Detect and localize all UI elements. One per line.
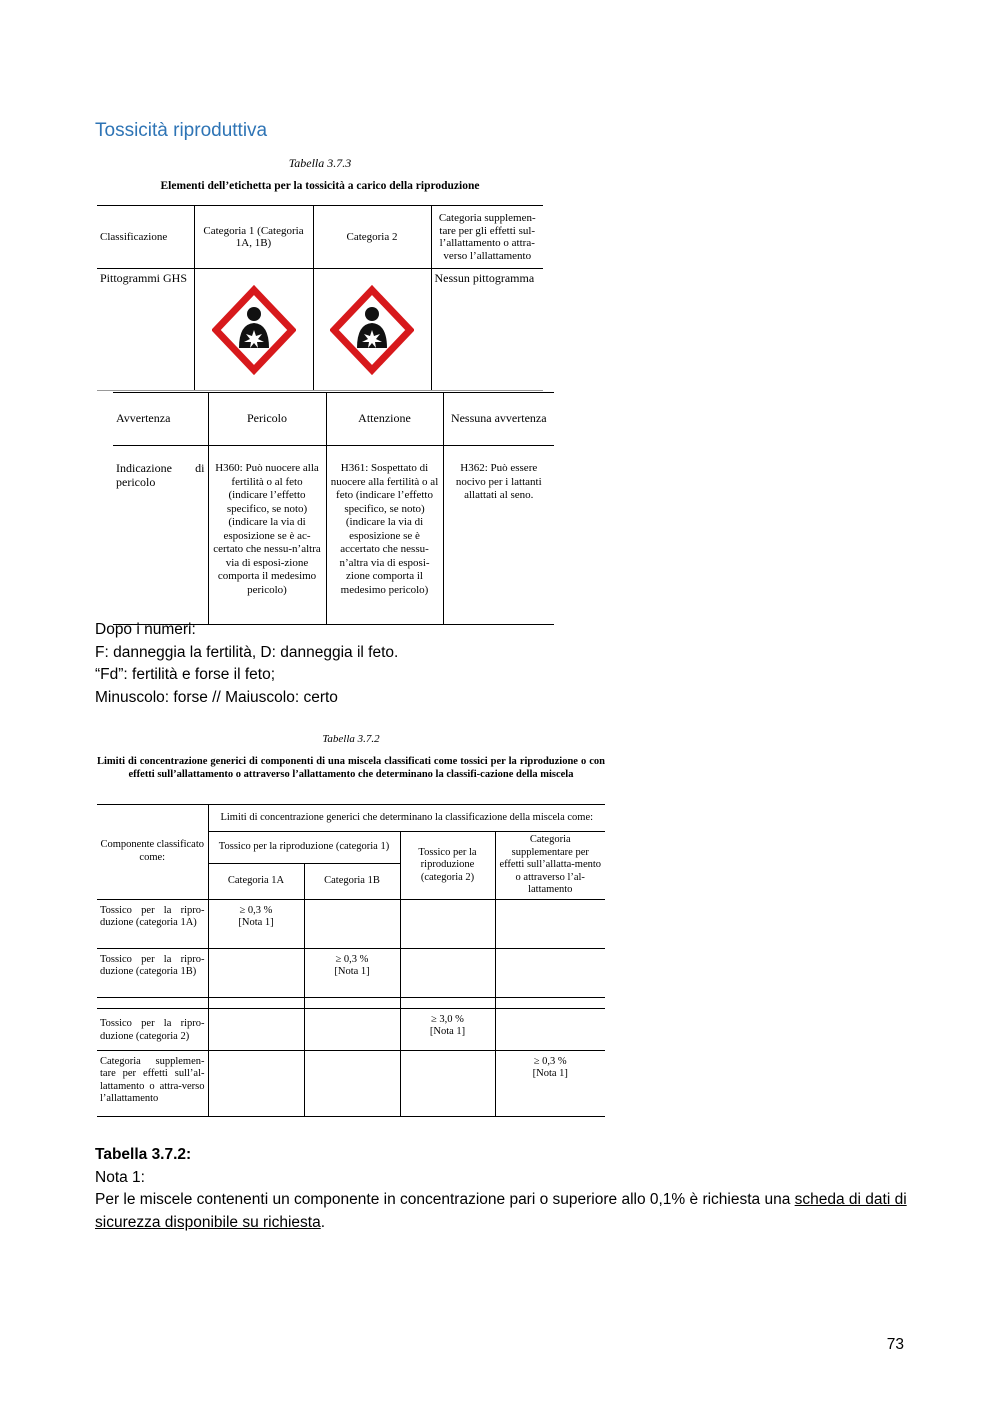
empty-cell <box>400 948 495 997</box>
section-heading: Tossicità riproduttiva <box>95 120 268 141</box>
label-elements-table <box>97 205 543 391</box>
row-label-indicazione: Indicazione di pericolo <box>113 446 208 625</box>
header-tossico-cat2: Tossico per la riproduzione (categoria 2) <box>400 832 495 900</box>
empty-cell <box>208 948 304 997</box>
limit-nota: [Nota 1] <box>238 917 274 928</box>
note-line: “Fd”: fertilità e forse il feto; <box>95 666 276 683</box>
limit-nota: [Nota 1] <box>532 1068 568 1079</box>
table-caption: Tabella 3.7.2 <box>322 733 380 745</box>
row-label: Tossico per la ripro-duzione (categoria 1B) <box>97 948 208 997</box>
header-limiti: Limiti di concentrazione generici che determinano la classificazione della miscela come: <box>208 805 605 832</box>
footnote-block <box>95 1144 907 1234</box>
limit-value: ≥ 0,3 % <box>533 1055 567 1067</box>
header-tossico-cat1: Tossico per la riproduzione (categoria 1) <box>208 832 400 864</box>
limit-value: ≥ 0,3 % <box>239 904 273 916</box>
header-suppl: Categoria supplementare per effetti sull’allatta-mento o attraverso l’al-lattamento <box>495 832 605 900</box>
limit-cell <box>400 1008 495 1050</box>
footnote-text-after: . <box>320 1213 326 1231</box>
empty-cell <box>400 1050 495 1116</box>
hazard-h362: H362: Può essere nocivo per i lattanti allattati al seno. <box>443 446 554 625</box>
empty-cell <box>208 1050 304 1116</box>
header-classificazione: Classificazione <box>97 206 194 269</box>
header-categoria-supplementare: Categoria supplemen-tare per gli effetti sul-l’allattamento o attra-verso l’allattamento <box>431 206 543 269</box>
hazard-statements-table <box>113 392 554 625</box>
empty-cell <box>304 899 400 948</box>
limit-cell <box>304 948 400 997</box>
ghs-health-hazard-icon <box>212 284 296 376</box>
note-line: F: danneggia la fertilità, D: danneggia il feto. <box>95 643 399 661</box>
limit-cell <box>208 899 304 948</box>
table-caption: Tabella 3.7.3 <box>288 156 352 170</box>
sds-link[interactable]: scheda di dati di sicurezza disponibile su richiesta <box>95 1191 907 1231</box>
pictogram-cell-cat1 <box>194 269 313 391</box>
row-label: Categoria supplemen-tare per effetti sull’al-lattamento o attra-verso l’allattamento <box>97 1050 208 1116</box>
hazard-h361: H361: Sospettato di nuocere alla fertilità o al feto (indicare l’effetto specifico, se noto) (indicare la via di esposizione se è accertato che nessu-n’altra via di esposi-zione comporta il medesimo pericolo) <box>326 446 443 625</box>
signal-nessuna: Nessuna avvertenza <box>443 393 554 446</box>
empty-cell <box>495 1008 605 1050</box>
limit-value: ≥ 3,0 % <box>431 1013 464 1025</box>
header-cat1b: Categoria 1B <box>304 863 400 899</box>
limit-cell <box>495 1050 605 1116</box>
table-title: Limiti di concentrazione generici di componenti di una miscela classificati come tossici per la riproduzione o con effetti sull’allattamento o attraverso l’allattamento che determinano la classifi-cazione della miscela <box>97 756 605 780</box>
table-title: Elementi dell’etichetta per la tossicità a carico della riproduzione <box>160 180 480 192</box>
ghs-health-hazard-icon <box>330 284 414 376</box>
empty-cell <box>495 948 605 997</box>
row-label: Tossico per la ripro-duzione (categoria 2) <box>97 1008 208 1050</box>
row-label-avvertenza: Avvertenza <box>113 393 208 446</box>
note-line: Dopo i numeri: <box>95 621 196 638</box>
empty-cell <box>400 899 495 948</box>
row-label-pittogrammi: Pittogrammi GHS <box>97 269 194 391</box>
header-cat1a: Categoria 1A <box>208 863 304 899</box>
footnote-text-before: Per le miscele contenenti un componente in concentrazione pari o superiore allo 0,1% è richiesta una <box>95 1191 795 1208</box>
footnote-label: Nota 1: <box>95 1168 145 1186</box>
note-line: Minuscolo: forse // Maiuscolo: certo <box>95 688 338 706</box>
header-componente: Componente classificato come: <box>97 805 208 900</box>
empty-cell <box>304 1050 400 1116</box>
concentration-limits-table <box>97 804 605 1117</box>
limit-nota: [Nota 1] <box>429 1026 466 1037</box>
signal-attenzione: Attenzione <box>326 393 443 446</box>
hazard-h360: H360: Può nuocere alla fertilità o al feto (indicare l’effetto specifico, se noto) (indicare la via di esposizione se è ac-certato che nessu-n’altra via di esposi-zione comporta il medesimo pericolo) <box>208 446 326 625</box>
limit-nota: [Nota 1] <box>334 966 370 977</box>
footnote-text <box>95 1189 907 1234</box>
page-number: 73 <box>886 1336 904 1353</box>
row-label: Tossico per la ripro-duzione (categoria 1A) <box>97 899 208 948</box>
empty-cell <box>208 1008 304 1050</box>
no-pictogram-cell: Nessun pittogramma <box>431 269 543 391</box>
empty-cell <box>304 1008 400 1050</box>
empty-cell <box>495 899 605 948</box>
footnote-title: Tabella 3.7.2: <box>95 1146 192 1163</box>
pictogram-cell-cat2 <box>313 269 431 391</box>
notes-block <box>95 619 398 709</box>
limit-value: ≥ 0,3 % <box>335 953 369 965</box>
header-categoria-2: Categoria 2 <box>313 206 431 269</box>
signal-pericolo: Pericolo <box>208 393 326 446</box>
header-categoria-1: Categoria 1 (Categoria 1A, 1B) <box>194 206 313 269</box>
